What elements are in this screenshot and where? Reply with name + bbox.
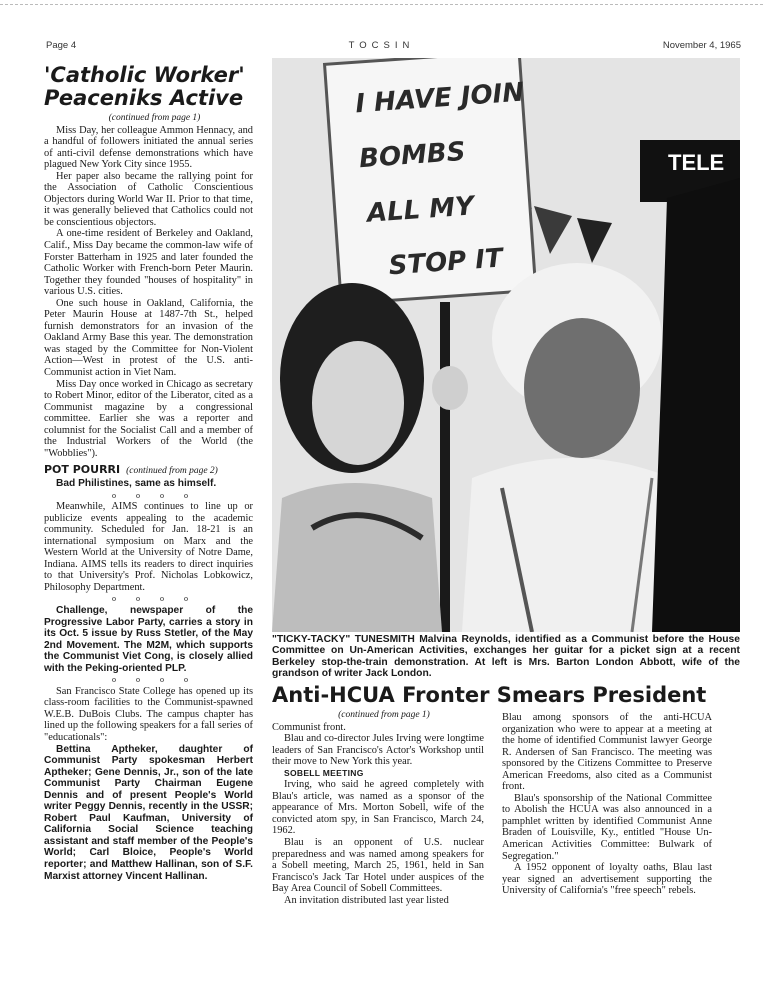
- news-photo: [272, 58, 740, 632]
- article-paragraph: Meanwhile, AIMS continues to line up or publicize events appealing to the academic community. Scheduled for Jan. 18-21 is an international symposium on Marx and the Western World at the University of Notre Dame, Indiana. AIMS tells its readers to direct inquiries to that University's Prof. Nicholas Lobkowicz, Philosophy Department.: [44, 501, 253, 593]
- article-paragraph: Blau and co-director Jules Irving were longtime leaders of San Francisco's Actor's Workshop until their move to New York this year.: [272, 733, 484, 768]
- sign-text-line: I HAVE JOIN: [354, 77, 526, 120]
- photo-illustration: [272, 58, 740, 632]
- page-top-rule: [0, 4, 763, 5]
- hcua-column-1: [272, 710, 484, 906]
- woman-face: [312, 341, 404, 465]
- article-paragraph: A one-time resident of Berkeley and Oakland, Calif., Miss Day became the common-law wife of Forster Batterham in 1925 and later founded the Catholic Worker with French-born Peter Maurin. Together they founded "houses of hospitality" in various U.S. cities.: [44, 228, 253, 298]
- separator-dots: o o o o: [112, 675, 197, 685]
- catholic-worker-headline: [44, 64, 253, 110]
- article-paragraph: A 1952 opponent of loyalty oaths, Blau last year signed an advertisement supporting the University of California's "free speech" rebels.: [502, 862, 712, 897]
- sobell-meeting-subhead: SOBELL MEETING: [284, 767, 364, 778]
- headline-line-1: 'Catholic Worker': [44, 63, 245, 87]
- article-paragraph: Blau's sponsorship of the National Committee to Abolish the HCUA was also announced in a pamphlet written by identified Communist Anne Braden of Louisville, Ky., entitled "House Un-American Activities Committee: Bulwark of Segregation.": [502, 792, 712, 862]
- article-paragraph: Miss Day once worked in Chicago as secretary to Robert Minor, editor of the Liberator, cited as a Communist magazine by a congressional committee. Earlier she was a reporter and columnist for the Socialist Call and a member of the Industrial Workers of the World (the "Wobblies").: [44, 378, 253, 459]
- article-paragraph: An invitation distributed last year listed: [284, 894, 449, 906]
- article-paragraph: One such house in Oakland, California, the Peter Maurin House at 1487-7th St., helped furnish demonstrators for an invasion of the Oakland Army Base this year. The demonstration was staged by the Committee for Non-Violent Action—West in protest of the U.S. anti-Communist action in Viet Nam.: [44, 297, 253, 379]
- hcua-headline: Anti-HCUA Fronter Smears President: [272, 683, 707, 707]
- continued-note: (continued from page 1): [338, 710, 430, 720]
- page-number: Page 4: [46, 40, 77, 51]
- woman-coat: [272, 483, 442, 632]
- sign-text-line: STOP IT: [387, 243, 504, 282]
- continued-note: (continued from page 1): [108, 113, 201, 123]
- speaker-list: Bettina Aptheker, daughter of Communist Party spokesman Herbert Aptheker; Gene Dennis, Jr., son of the late Communist Party Chairman Eugene Dennis and of present People's World writer Peggy Dennis, recently in the USSR; Robert Paul Kaufman, University of California Social Science teaching assistant and staff member of the People's World; Carl Bloice, People's World reporter; and Matthew Hallinan, son of S.F. Marxist attorney Vincent Hallinan.: [44, 743, 253, 882]
- separator-dots: o o o o: [112, 594, 197, 604]
- sign-text-line: ALL MY: [366, 191, 475, 229]
- sign-pole: [440, 302, 450, 632]
- photo-caption: "TICKY-TACKY" TUNESMITH Malvina Reynolds, identified as a Communist before the House Committee on Un-American Activities, exchanges her guitar for a picket sign at a recent Berkeley stop-the-train demonstration. At left is Mrs. Barton London Abbott, wife of the grandson of writer Jack London.: [272, 634, 740, 680]
- article-paragraph-bold: Challenge, newspaper of the Progressive Labor Party, carries a story in its Oct. 5 issue by Russ Stetler, of the May 2nd Movement. The M2M, which supports the Communist Viet Cong, is closely allied with the Peking-oriented PLP.: [44, 604, 253, 674]
- article-paragraph: Blau among sponsors of the anti-HCUA organization who were to appear at a meeting at the home of identified Communist lawyer George R. Andersen of San Francisco. The meeting was sponsored by the Citizens Committee to Preserve American Freedoms, also cited as a Communist front.: [502, 712, 712, 793]
- masthead: TOCSIN: [348, 40, 415, 51]
- issue-date: November 4, 1965: [662, 40, 741, 51]
- pot-pourri-heading: [44, 464, 253, 478]
- pot-pourri-subhead: Bad Philistines, same as himself.: [56, 477, 217, 489]
- article-paragraph: San Francisco State College has opened up its class-room facilities to the Communist-spawned W.E.B. DuBois Clubs. The campus chapter has lined up the following speakers for a fall series of "educationals":: [44, 685, 253, 743]
- article-paragraph: Her paper also became the rallying point for the Association of Catholic Conscientious Objectors during World War II. Prior to that time, it was generally believed that Catholics could not be conscientious objectors.: [44, 170, 253, 228]
- pot-pourri-kicker: POT POURRI: [44, 463, 121, 477]
- article-paragraph: Irving, who said he agreed completely with Blau's article, was named as a sponsor of the appearance of Mrs. Morton Sobell, wife of the convicted atom spy, in San Francisco, March 24, 1962.: [272, 779, 484, 837]
- separator-dots: o o o o: [112, 490, 197, 500]
- headline-line-2: Peaceniks Active: [44, 86, 244, 110]
- tele-sign-text: TELE: [668, 150, 725, 175]
- article-paragraph: Miss Day, her colleague Ammon Hennacy, and a handful of followers initiated the annual series of anti-civil defense demonstrations which have plagued New York City since 1955.: [44, 124, 253, 171]
- picket-sign: [325, 58, 538, 304]
- left-column: [44, 64, 253, 882]
- sign-text-line: BOMBS: [358, 136, 467, 175]
- reynolds-face: [524, 318, 640, 458]
- pot-pourri-continued: (continued from page 2): [126, 466, 218, 477]
- hands: [432, 366, 468, 410]
- article-paragraph: Communist front.: [272, 721, 346, 733]
- hcua-column-2: [502, 712, 712, 897]
- article-paragraph: Blau is an opponent of U.S. nuclear preparedness and was named among speakers for a Sobell meeting, March 25, 1961, held in San Francisco's Jack Tar Hotel under auspices of the Bay Area Council of Sobell Committees.: [272, 837, 484, 895]
